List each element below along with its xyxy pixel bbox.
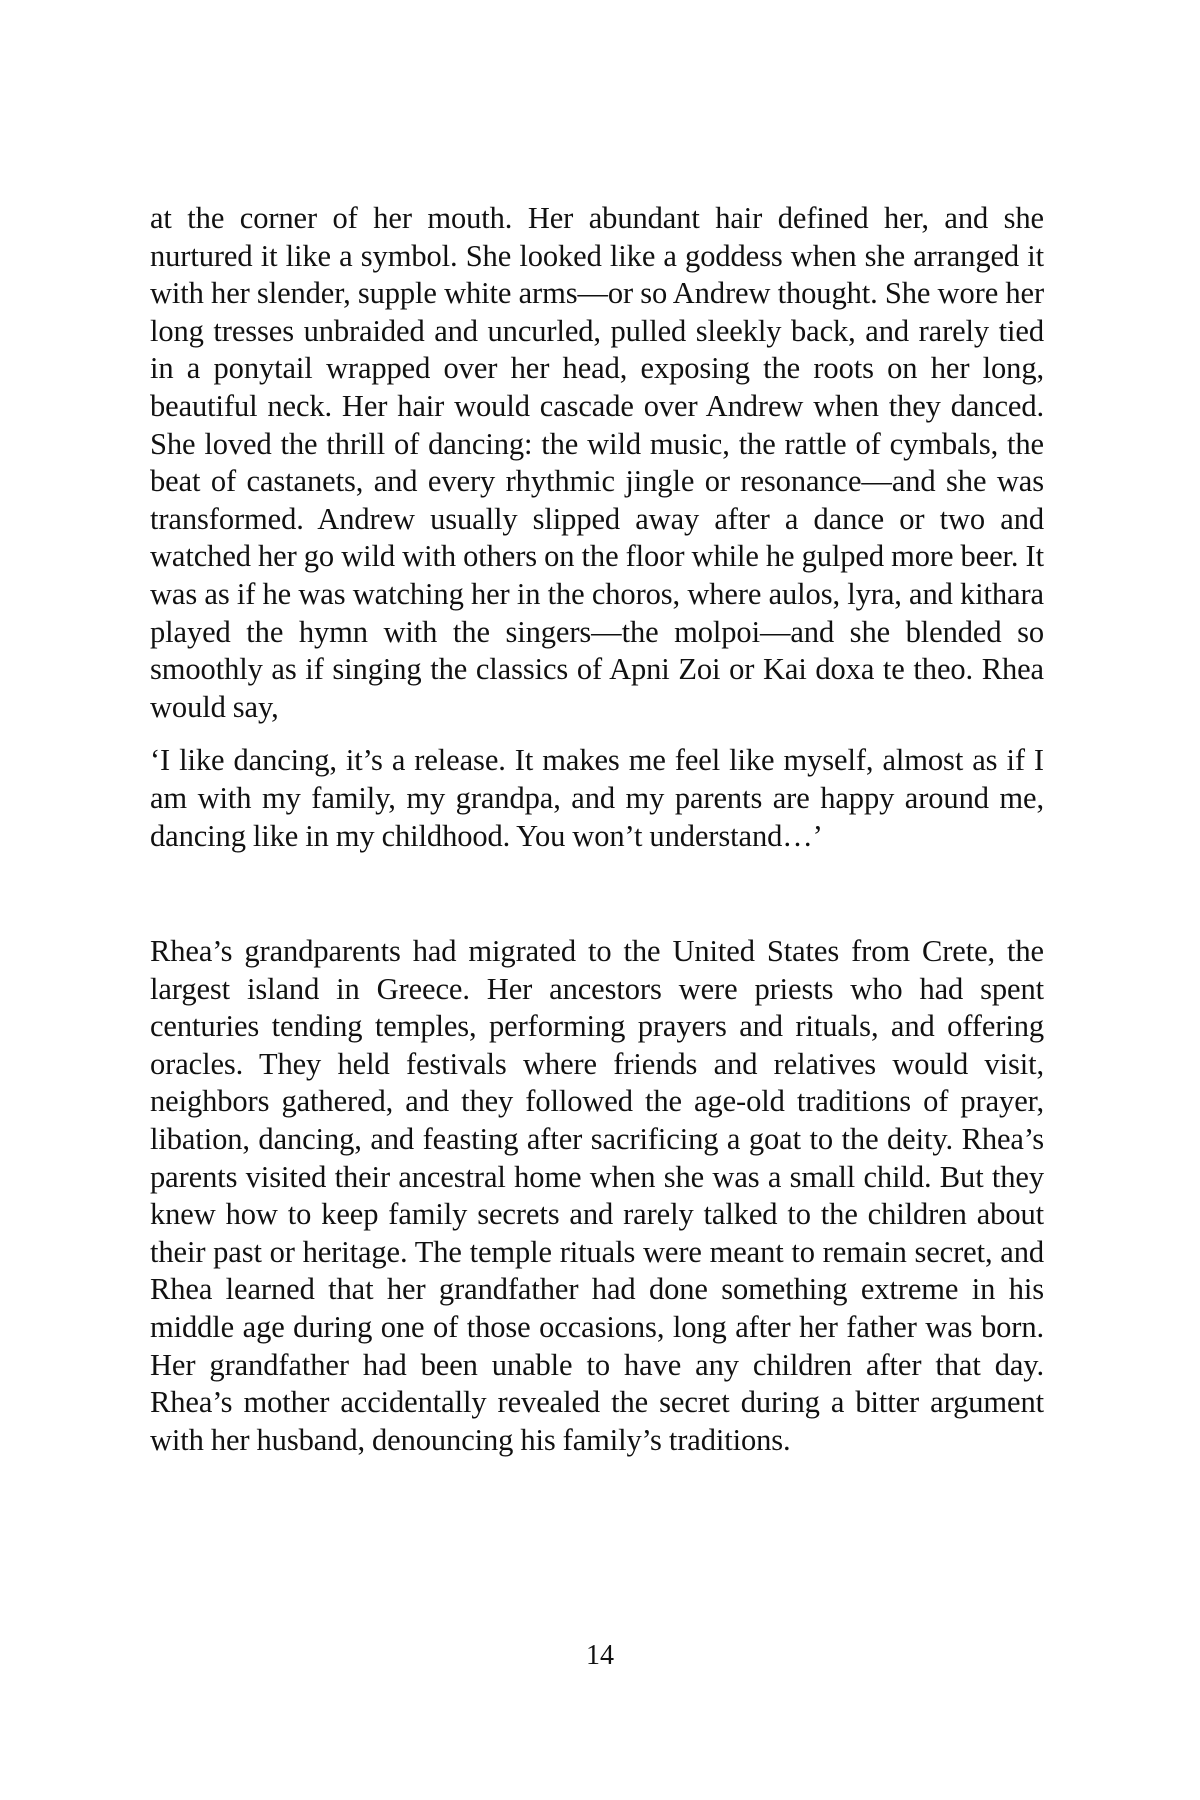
page-body bbox=[150, 200, 1044, 1459]
paragraph-grandparents-history: Rhea’s grandparents had migrated to the United States from Crete, the largest island in Greece. Her ancestors were priests who had spent centuries tending temples, performing prayers and rituals, and offering oracles. They held festivals where friends and relatives would visit, neighbors gathered, and they followed the age-old traditions of prayer, libation, dancing, and feasting after sacrificing a goat to the deity. Rhea’s parents visited their ancestral home when she was a small child. But they knew how to keep family secrets and rarely talked to the children about their past or heritage. The temple rituals were meant to remain secret, and Rhea learned that her grandfather had done something extreme in his middle age during one of those occasions, long after her father was born. Her grandfather had been unable to have any children after that day. Rhea’s mother accidentally revealed the secret during a bitter argument with her husband, denouncing his family’s traditions. bbox=[150, 934, 1044, 1457]
paragraph-hair-and-dancing: at the corner of her mouth. Her abundant hair defined her, and she nurtured it like a symbol. She looked like a goddess when she arranged it with her slender, supple white arms—or so Andrew thought. She wore her long tresses unbraided and uncurled, pulled sleekly back, and rarely tied in a ponytail wrapped over her head, exposing the roots on her long, beautiful neck. Her hair would cascade over Andrew when they danced. She loved the thrill of dancing: the wild music, the rattle of cymbals, the beat of castanets, and every rhythmic jingle or resonance—and she was transformed. Andrew usually slipped away after a dance or two and watched her go wild with others on the floor while he gulped more beer. It was as if he was watching her in the choros, where aulos, lyra, and kithara played the hymn with the singers—the molpoi—and she blended so smoothly as if singing the classics of Apni Zoi or Kai doxa te theo. Rhea would say, bbox=[150, 201, 1044, 724]
paragraph-rhea-quote: ‘I like dancing, it’s a release. It makes me feel like myself, almost as if I am with my family, my grandpa, and my parents are happy around me, dancing like in my childhood. You won’t understand…’ bbox=[150, 743, 1044, 853]
page-number: 14 bbox=[586, 1640, 614, 1671]
